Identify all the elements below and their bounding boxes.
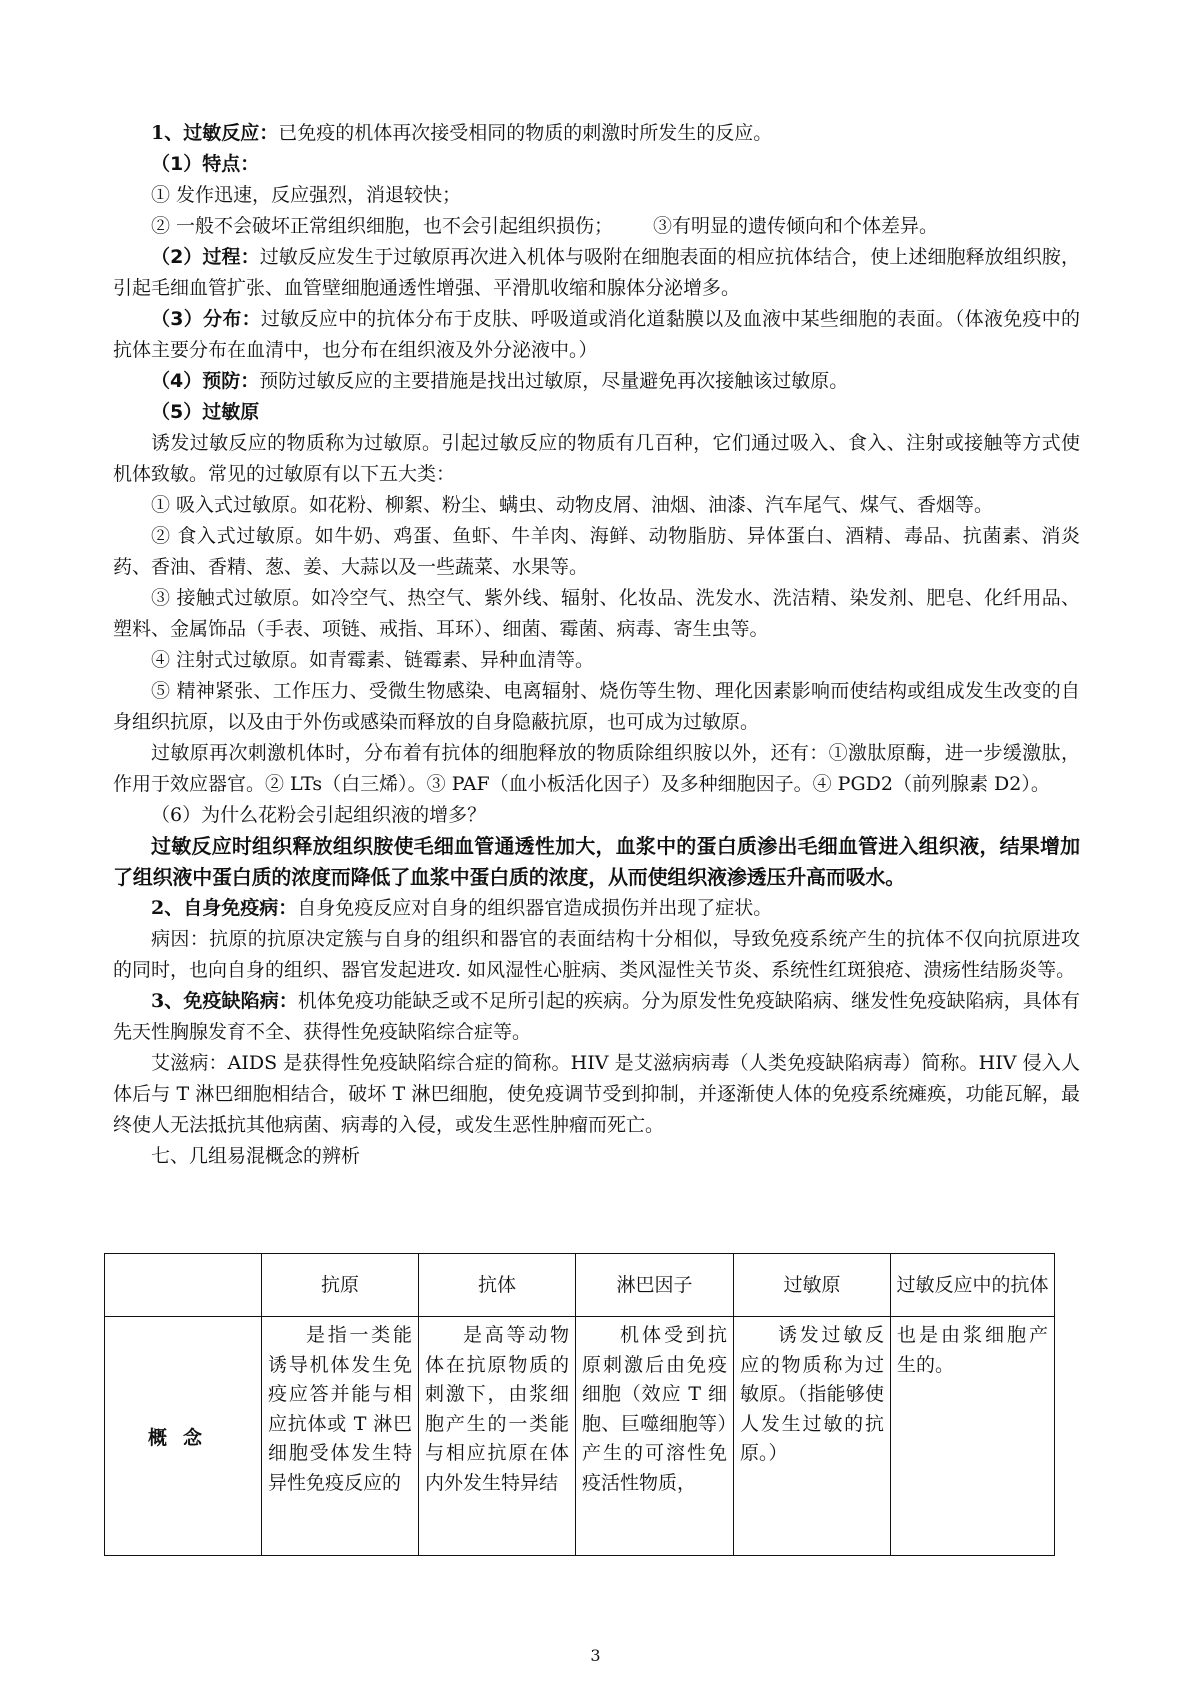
allergen-category-2: ② 食入式过敏原。如牛奶、鸡蛋、鱼虾、牛羊肉、海鲜、动物脂肪、异体蛋白、酒精、毒品、抗菌素、消炎药、香油、香精、葱、姜、大蒜以及一些蔬菜、水果等。 bbox=[113, 525, 1080, 578]
table-cell-antigen: 是指一类能诱导机体发生免疫应答并能与相应抗体或 T 淋巴细胞受体发生特异性免疫反应的 bbox=[262, 1317, 419, 1556]
table-header-lymphokine: 淋巴因子 bbox=[576, 1254, 734, 1317]
prevention-text: 预防过敏反应的主要措施是找出过敏原，尽量避免再次接触该过敏原。 bbox=[259, 370, 849, 392]
table-header-allergen: 过敏原 bbox=[734, 1254, 891, 1317]
allergen-intro: 诱发过敏反应的物质称为过敏原。引起过敏反应的物质有几百种，它们通过吸入、食入、注射或接触等方式使机体致敏。常见的过敏原有以下五大类： bbox=[113, 432, 1080, 485]
feature-item-1: ① 发作迅速，反应强烈，消退较快； bbox=[151, 184, 462, 206]
answer-6: 过敏反应时组织释放组织胺使毛细血管通透性加大，血浆中的蛋白质渗出毛细血管进入组织液，结果增加了组织液中蛋白质的浓度而降低了血浆中蛋白质的浓度，从而使组织液渗透压升高而吸水。 bbox=[113, 834, 1080, 889]
section-3-number: 3、 bbox=[151, 990, 184, 1012]
process-paragraph bbox=[113, 242, 1080, 304]
process-text: 过敏反应发生于过敏原再次进入机体与吸附在细胞表面的相应抗体结合，使上述细胞释放组织胺，引起毛细血管扩张、血管壁细胞通透性增强、平滑肌收缩和腺体分泌增多。 bbox=[113, 246, 1080, 299]
concept-comparison-table bbox=[104, 1253, 1055, 1556]
table-header-allergy-antibody: 过敏反应中的抗体 bbox=[891, 1254, 1055, 1317]
allergen-category-4: ④ 注射式过敏原。如青霉素、链霉素、异种血清等。 bbox=[151, 649, 595, 671]
distribution-text: 过敏反应中的抗体分布于皮肤、呼吸道或消化道黏膜以及血液中某些细胞的表面。（体液免疫中的抗体主要分布在血清中，也分布在组织液及外分泌液中。） bbox=[113, 308, 1080, 361]
section-1-allergy bbox=[113, 118, 1080, 149]
section-1-title: 过敏反应： bbox=[183, 122, 279, 144]
allergen-category-3: ③ 接触式过敏原。如冷空气、热空气、紫外线、辐射、化妆品、洗发水、洗洁精、染发剂、肥皂、化纤用品、塑料、金属饰品（手表、项链、戒指、耳环）、细菌、霉菌、病毒、寄生虫等。 bbox=[113, 587, 1080, 640]
table-row bbox=[105, 1317, 1055, 1556]
section-2-cause: 病因：抗原的抗原决定簇与自身的组织和器官的表面结构十分相似，导致免疫系统产生的抗体不仅向抗原进攻的同时，也向自身的组织、器官发起进攻. 如风湿性心脏病、类风湿性关节炎、系统性红斑狼疮、溃疡性结肠炎等。 bbox=[113, 928, 1080, 981]
table-cell-allergy-antibody: 也是由浆细胞产生的。 bbox=[891, 1317, 1055, 1556]
section-3-title: 免疫缺陷病： bbox=[183, 990, 298, 1012]
table-cell-lymphokine: 机体受到抗原刺激后由免疫细胞（效应 T 细胞、巨噬细胞等）产生的可溶性免疫活性物质， bbox=[576, 1317, 734, 1556]
section-3-immunodeficiency bbox=[113, 986, 1080, 1048]
document-body bbox=[113, 118, 1080, 1172]
section-1-definition: 已免疫的机体再次接受相同的物质的刺激时所发生的反应。 bbox=[278, 122, 773, 144]
feature-items-2-3 bbox=[113, 211, 1080, 242]
distribution-paragraph bbox=[113, 304, 1080, 366]
table-header-row bbox=[105, 1254, 1055, 1317]
section-7-heading: 七、几组易混概念的辨析 bbox=[151, 1145, 361, 1167]
process-heading: （2）过程： bbox=[151, 246, 260, 268]
table-header-antibody: 抗体 bbox=[419, 1254, 576, 1317]
distribution-heading: （3）分布： bbox=[151, 308, 261, 330]
section-2-number: 2、 bbox=[151, 897, 184, 919]
table-cell-antibody: 是高等动物体在抗原物质的刺激下，由浆细胞产生的一类能与相应抗原在体内外发生特异结 bbox=[419, 1317, 576, 1556]
section-2-autoimmune bbox=[113, 893, 1080, 924]
allergen-category-5: ⑤ 精神紧张、工作压力、受微生物感染、电离辐射、烧伤等生物、理化因素影响而使结构或组成发生改变的自身组织抗原，以及由于外伤或感染而释放的自身隐蔽抗原，也可成为过敏原。 bbox=[113, 680, 1080, 733]
section-1-number: 1、 bbox=[151, 122, 184, 144]
feature-item-2: ② 一般不会破坏正常组织细胞，也不会引起组织损伤； bbox=[151, 215, 614, 237]
section-2-title: 自身免疫病： bbox=[183, 897, 298, 919]
prevention-paragraph bbox=[113, 366, 1080, 397]
question-6: （6）为什么花粉会引起组织液的增多？ bbox=[151, 804, 487, 826]
table-cell-allergen: 诱发过敏反应的物质称为过敏原。（指能够使人发生过敏的抗原。） bbox=[734, 1317, 891, 1556]
page-number: 3 bbox=[590, 1646, 601, 1665]
table-header-antigen: 抗原 bbox=[262, 1254, 419, 1317]
section-2-definition: 自身免疫反应对自身的组织器官造成损伤并出现了症状。 bbox=[297, 897, 773, 919]
features-heading: （1）特点： bbox=[151, 153, 260, 175]
prevention-heading: （4）预防： bbox=[151, 370, 260, 392]
allergen-heading: （5）过敏原 bbox=[151, 401, 260, 423]
allergen-category-1: ① 吸入式过敏原。如花粉、柳絮、粉尘、螨虫、动物皮屑、油烟、油漆、汽车尾气、煤气、香烟等。 bbox=[151, 494, 994, 516]
allergen-release-substances: 过敏原再次刺激机体时，分布着有抗体的细胞释放的物质除组织胺以外，还有：①激肽原酶，进一步缓激肽，作用于效应器官。② LTs（白三烯）。③ PAF（血小板活化因子）及多种细胞因子。④ PGD2（前列腺素 D2）。 bbox=[113, 742, 1080, 795]
feature-item-3: ③有明显的遗传倾向和个体差异。 bbox=[653, 215, 939, 237]
section-3-aids: 艾滋病：AIDS 是获得性免疫缺陷综合症的简称。HIV 是艾滋病病毒（人类免疫缺陷病毒）简称。HIV 侵入人体后与 T 淋巴细胞相结合，破坏 T 淋巴细胞，使免疫调节受到抑制，并逐渐使人体的免疫系统瘫痪，功能瓦解，最终使人无法抵抗其他病菌、病毒的入侵，或发生恶性肿瘤而死亡。 bbox=[113, 1052, 1080, 1136]
table-row-label: 概念 bbox=[105, 1317, 262, 1556]
table-header-empty bbox=[105, 1254, 262, 1317]
section-3-definition: 机体免疫功能缺乏或不足所引起的疾病。分为原发性免疫缺陷病、继发性免疫缺陷病，具体有先天性胸腺发育不全、获得性免疫缺陷综合症等。 bbox=[113, 990, 1080, 1043]
